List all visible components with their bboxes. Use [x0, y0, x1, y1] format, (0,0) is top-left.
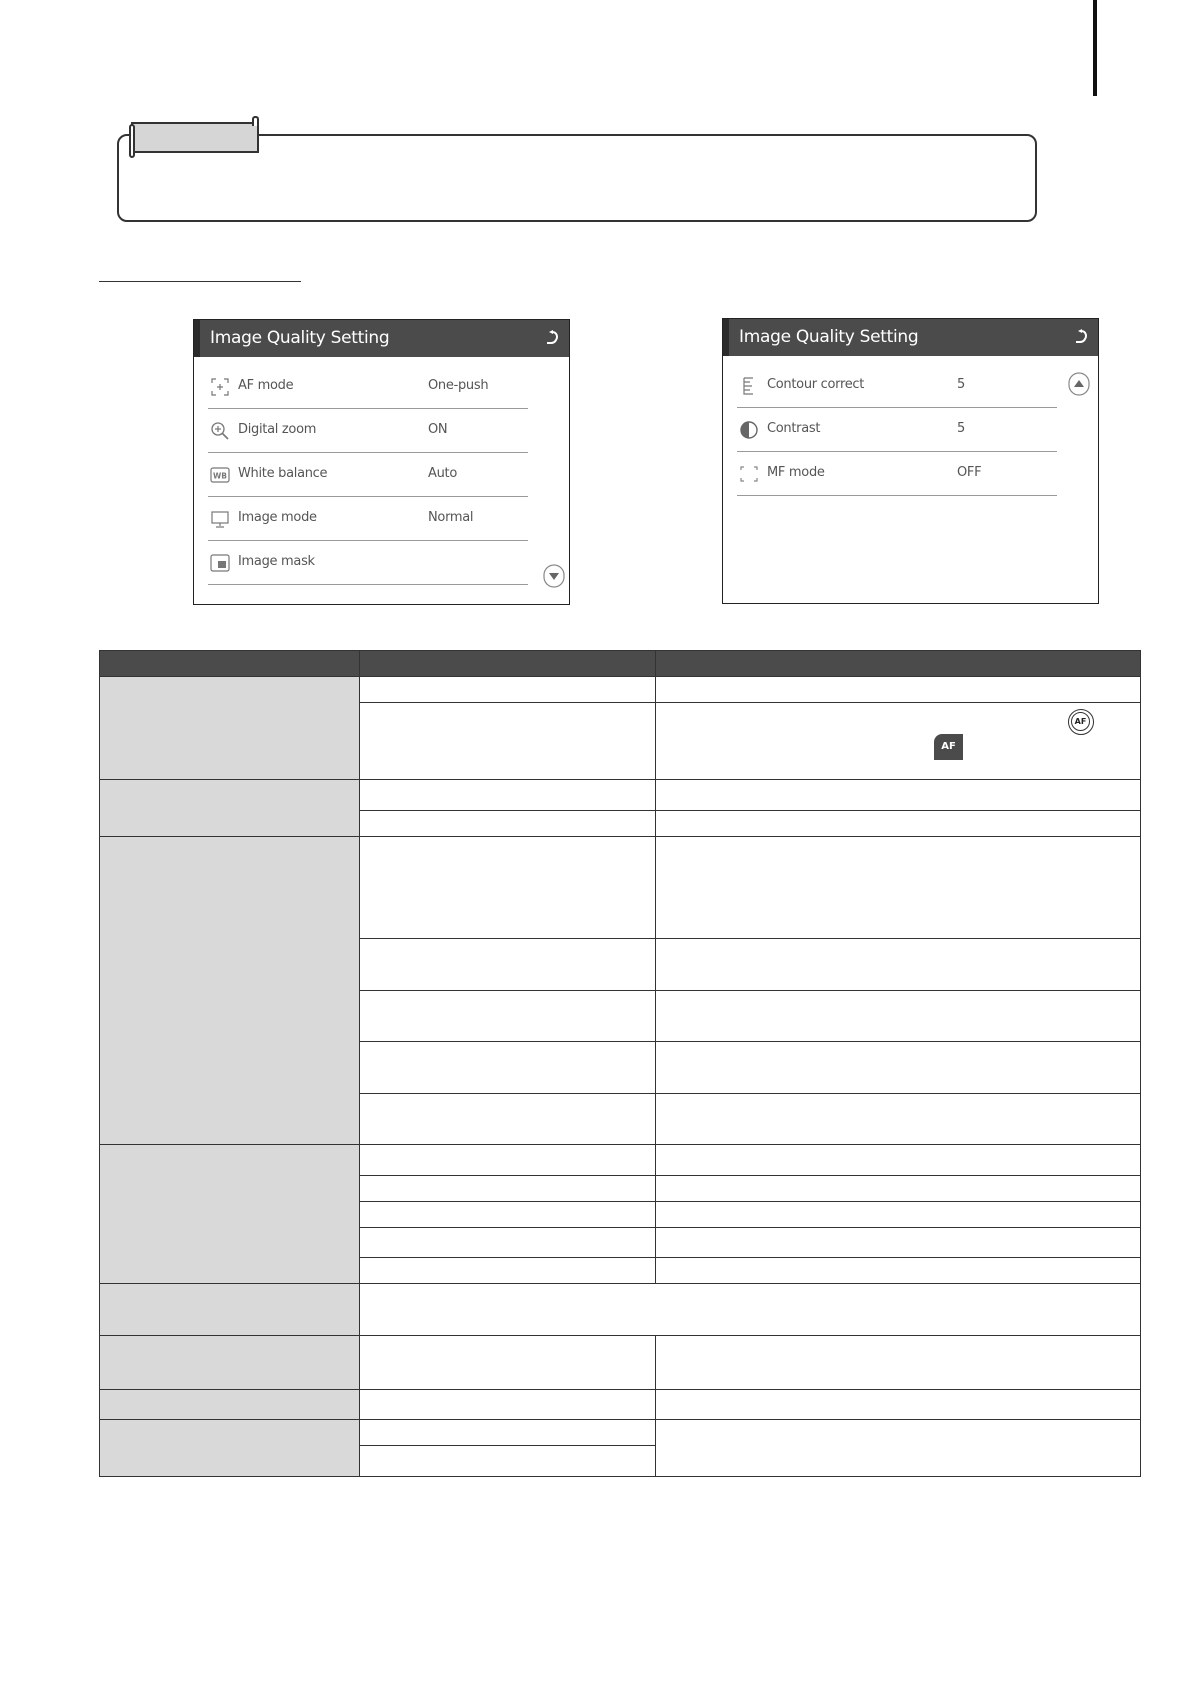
- table-cell: [360, 1390, 656, 1420]
- table-cell: [360, 1258, 656, 1284]
- scroll-down-icon[interactable]: [543, 564, 565, 588]
- note-tab-scroll-left: [129, 124, 135, 158]
- row-label: Digital zoom: [238, 422, 317, 437]
- table-cell: [360, 677, 656, 703]
- table-cell: [656, 1094, 1141, 1145]
- panel-header: [194, 320, 569, 357]
- table-row: [100, 1336, 1141, 1390]
- row-value: 5: [957, 421, 965, 436]
- table-cell: [656, 1258, 1141, 1284]
- table-cell: [360, 1446, 656, 1477]
- category-cell: [100, 1336, 360, 1390]
- table-cell: [656, 1145, 1141, 1176]
- monitor-icon: [210, 509, 230, 529]
- row-value: One-push: [428, 378, 489, 393]
- table-cell: [656, 811, 1141, 837]
- panel-title: Image Quality Setting: [739, 327, 919, 347]
- table-cell: [360, 811, 656, 837]
- settings-table: [99, 650, 1141, 1477]
- table-cell: [656, 780, 1141, 811]
- table-cell: [360, 837, 656, 939]
- back-icon[interactable]: [541, 327, 563, 349]
- table-row: [100, 677, 1141, 703]
- af-indicator-icon: AF: [934, 734, 963, 760]
- mf-mode-row[interactable]: [737, 452, 1057, 496]
- panel-title: Image Quality Setting: [210, 328, 390, 348]
- category-cell: [100, 677, 360, 780]
- table-cell: [656, 1176, 1141, 1202]
- image-quality-panel-page-2: [722, 318, 1099, 604]
- table-cell: [656, 991, 1141, 1042]
- table-row: [100, 1145, 1141, 1176]
- table-cell: [656, 677, 1141, 703]
- table-cell: [360, 1284, 1141, 1336]
- category-cell: [100, 1145, 360, 1284]
- table-row: [100, 780, 1141, 811]
- table-cell: [656, 1202, 1141, 1228]
- digital-zoom-row[interactable]: [208, 409, 528, 453]
- table-cell: [360, 1094, 656, 1145]
- af-button-icon: AF: [1068, 709, 1094, 735]
- white-balance-row[interactable]: [208, 453, 528, 497]
- table-header-cell: [656, 651, 1141, 677]
- row-label: Contrast: [767, 421, 821, 436]
- mf-frame-icon: [739, 464, 759, 484]
- note-tab: [131, 122, 259, 153]
- table-cell: [360, 991, 656, 1042]
- af-mode-row[interactable]: [208, 365, 528, 409]
- category-cell: [100, 837, 360, 1145]
- row-value: Normal: [428, 510, 474, 525]
- contrast-icon: [739, 420, 759, 440]
- row-label: Contour correct: [767, 377, 865, 392]
- row-label: AF mode: [238, 378, 294, 393]
- table-cell: [656, 939, 1141, 991]
- af-frame-icon: [210, 377, 230, 397]
- table-cell: [360, 939, 656, 991]
- row-value: 5: [957, 377, 965, 392]
- image-mask-row[interactable]: [208, 541, 528, 585]
- table-cell: [656, 1336, 1141, 1390]
- row-label: Image mask: [238, 554, 315, 569]
- table-cell: [360, 1202, 656, 1228]
- image-mask-icon: [210, 553, 230, 573]
- section-heading-underline: [99, 281, 301, 282]
- table-row: [100, 837, 1141, 939]
- back-icon[interactable]: [1070, 326, 1092, 348]
- table-cell: [360, 780, 656, 811]
- table-row: [100, 1390, 1141, 1420]
- table-header-cell: [100, 651, 360, 677]
- table-header-cell: [360, 651, 656, 677]
- table-cell: [656, 1228, 1141, 1258]
- table-cell: [656, 837, 1141, 939]
- table-cell: [360, 703, 656, 780]
- contour-icon: [739, 376, 759, 396]
- row-label: Image mode: [238, 510, 317, 525]
- margin-bar: [1093, 0, 1097, 96]
- svg-text:WB: WB: [213, 471, 227, 481]
- zoom-in-icon: [210, 421, 230, 441]
- category-cell: [100, 780, 360, 837]
- table-row: [100, 1420, 1141, 1446]
- row-label: MF mode: [767, 465, 825, 480]
- table-cell: [656, 1390, 1141, 1420]
- category-cell: [100, 1390, 360, 1420]
- panel-header: [723, 319, 1098, 356]
- table-cell: [360, 1176, 656, 1202]
- table-cell: [360, 1145, 656, 1176]
- scroll-up-icon[interactable]: [1068, 372, 1090, 396]
- table-header-row: [100, 651, 1141, 677]
- row-label: White balance: [238, 466, 328, 481]
- table-cell: [656, 703, 1141, 780]
- table-cell: [360, 1228, 656, 1258]
- image-quality-panel-page-1: [193, 319, 570, 605]
- white-balance-icon: [210, 465, 230, 485]
- row-value: ON: [428, 422, 448, 437]
- table-cell: [656, 1420, 1141, 1477]
- table-row: [100, 1284, 1141, 1336]
- category-cell: [100, 1284, 360, 1336]
- table-cell: [360, 1420, 656, 1446]
- row-value: Auto: [428, 466, 457, 481]
- contrast-row[interactable]: [737, 408, 1057, 452]
- row-value: OFF: [957, 465, 982, 480]
- note-tab-scroll-right: [252, 116, 259, 126]
- image-mode-row[interactable]: [208, 497, 528, 541]
- table-cell: [360, 1336, 656, 1390]
- category-cell: [100, 1420, 360, 1477]
- table-cell: [360, 1042, 656, 1094]
- table-cell: [656, 1042, 1141, 1094]
- contour-correct-row[interactable]: [737, 364, 1057, 408]
